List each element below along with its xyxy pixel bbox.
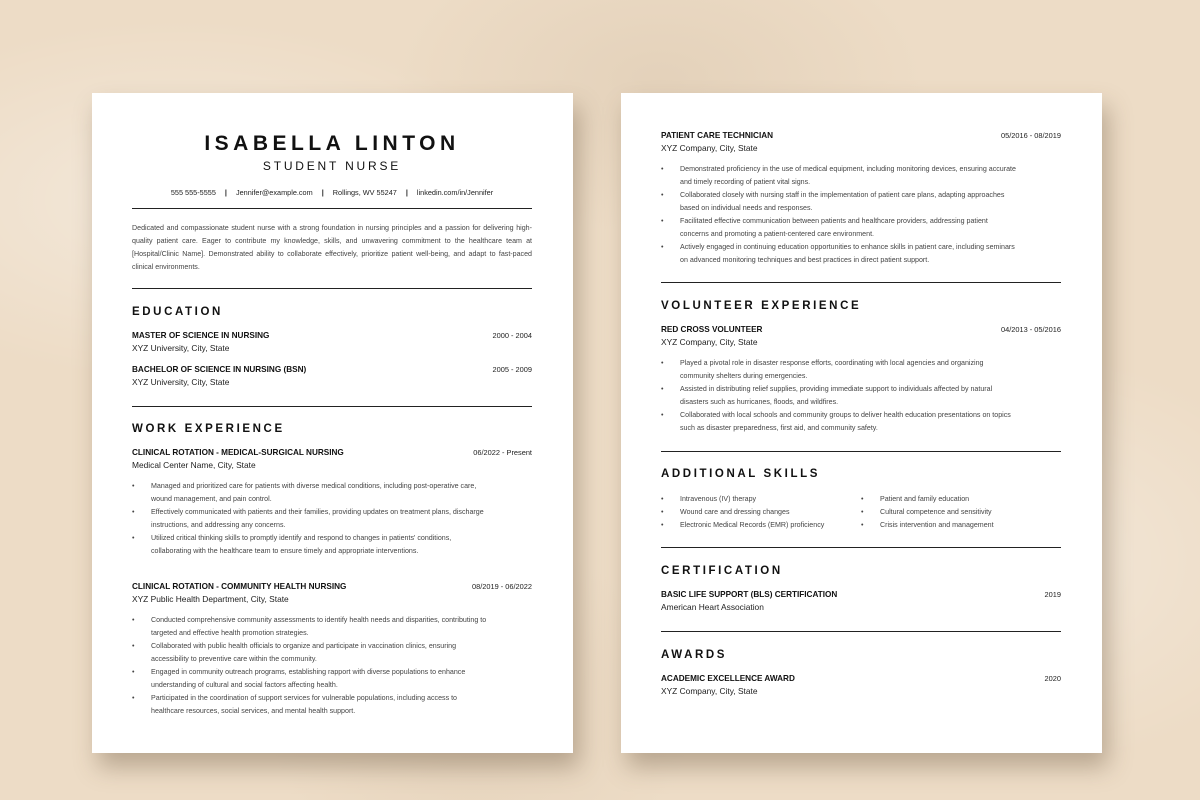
certification-name: BASIC LIFE SUPPORT (BLS) CERTIFICATION — [661, 589, 838, 599]
resume-page-left — [92, 93, 573, 753]
skill-item: • Electronic Medical Records (EMR) proficiency — [661, 519, 861, 532]
header — [132, 133, 532, 197]
bullet-line: community shelters during emergencies. — [680, 371, 808, 380]
summary-text: Dedicated and compassionate student nurse with a strong foundation in nursing principles and a passion for delivering high-quality patient care. Eager to contribute my knowledge, skills, and unwavering commitment to the healthcare team at [Hospital/Clinic Name]. Demonstrated ability to collaborate effectively, prioritize patient well-being, and adapt to fast-paced clinical environments. — [132, 224, 532, 271]
job-place: XYZ Company, City, State — [661, 143, 758, 153]
award-year: 2020 — [1044, 673, 1061, 683]
awards-section — [661, 650, 1061, 696]
contact-email: Jennifer@example.com — [235, 188, 313, 197]
bullet-line: • Facilitated effective communication between patients and healthcare providers, addressing patient — [661, 215, 1061, 228]
education-section — [132, 307, 532, 387]
skill-item: • Cultural competence and sensitivity — [861, 506, 1061, 519]
work-section — [132, 424, 532, 718]
bullet-line: • Conducted comprehensive community assessments to identify health needs and disparities, contributing to — [132, 614, 532, 627]
bullet-line: • Collaborated with local schools and community groups to deliver health education presentations on topics — [661, 409, 1061, 422]
contact-line — [132, 188, 532, 197]
job-bullets — [661, 163, 1061, 267]
job-title: CLINICAL ROTATION - MEDICAL-SURGICAL NURSING — [132, 447, 344, 457]
divider — [661, 451, 1061, 452]
bullet-line: concerns and promoting a patient-centered care environment. — [680, 230, 875, 238]
job-bullets — [132, 480, 532, 558]
work-title: WORK EXPERIENCE — [132, 423, 285, 435]
bullet-line: such as disaster preparedness, first aid, and community safety. — [680, 423, 878, 432]
degree-title: MASTER OF SCIENCE IN NURSING — [132, 330, 270, 340]
divider — [661, 631, 1061, 632]
volunteer-title: VOLUNTEER EXPERIENCE — [661, 300, 862, 312]
divider — [132, 288, 532, 289]
contact-location: Rollings, WV 55247 — [332, 188, 397, 197]
job-title: CLINICAL ROTATION - COMMUNITY HEALTH NURSING — [132, 581, 347, 591]
contact-phone: 555 555-5555 — [170, 188, 216, 197]
skills-title: ADDITIONAL SKILLS — [661, 468, 820, 480]
bullet-line: • Assisted in distributing relief supplies, providing immediate support to individuals affected by natural — [661, 383, 1061, 396]
certification-section — [661, 566, 1061, 612]
degree-years: 2000 - 2004 — [492, 330, 532, 340]
bullet-line: collaborating with the healthcare team to ensure timely and appropriate interventions. — [151, 546, 419, 555]
bullet-line: • Actively engaged in continuing education opportunities to enhance skills in patient care, including seminars — [661, 241, 1061, 254]
bullet-line: • Utilized critical thinking skills to promptly identify and respond to changes in patients' conditions, — [132, 532, 532, 545]
job-title: PATIENT CARE TECHNICIAN — [661, 131, 774, 140]
bullet-line: instructions, and addressing any concerns. — [151, 520, 286, 529]
awards-title: AWARDS — [661, 649, 728, 661]
certification-year: 2019 — [1044, 589, 1061, 599]
bullet-line: • Effectively communicated with patients and their families, providing updates on treatment plans, discharge — [132, 506, 532, 519]
bullet-line: wound management, and pain control. — [151, 494, 272, 503]
divider — [132, 406, 532, 407]
summary-block — [132, 222, 532, 274]
separator: | — [224, 188, 227, 197]
degree-years: 2005 - 2009 — [492, 364, 532, 374]
volunteer-place: XYZ Company, City, State — [661, 336, 758, 347]
certification-title: CERTIFICATION — [661, 565, 783, 577]
job-place: Medical Center Name, City, State — [132, 459, 256, 470]
bullet-line: targeted and effective health promotion strategies. — [151, 628, 309, 637]
volunteer-dates: 04/2013 - 05/2016 — [1001, 324, 1061, 334]
school-name: XYZ University, City, State — [132, 376, 230, 387]
bullet-line: accessibility to preventive care within the community. — [151, 654, 317, 663]
job-entry — [132, 448, 532, 558]
volunteer-section — [661, 301, 1061, 435]
divider — [661, 547, 1061, 548]
bullet-line: • Engaged in community outreach programs, establishing rapport with diverse populations to enhance — [132, 666, 532, 679]
bullet-line: • Collaborated with public health officials to organize and participate in vaccination clinics, ensuring — [132, 640, 532, 653]
job-dates: 08/2019 - 06/2022 — [472, 581, 532, 591]
certification-org: American Heart Association — [661, 601, 764, 612]
education-title: EDUCATION — [132, 306, 223, 318]
divider — [132, 208, 532, 209]
resume-page-right — [621, 93, 1102, 753]
bullet-line: and timely recording of patient vital signs. — [680, 178, 811, 186]
job-bullets — [132, 614, 532, 718]
bullet-line: disasters such as hurricanes, floods, and wildfires. — [680, 397, 839, 406]
school-name: XYZ University, City, State — [132, 342, 230, 353]
award-org: XYZ Company, City, State — [661, 685, 758, 696]
skills-columns — [661, 493, 1061, 532]
job-entry — [132, 582, 532, 718]
bullet-line: based on individual needs and responses. — [680, 204, 813, 212]
bullet-line: • Collaborated closely with nursing staff in the implementation of patient care plans, adapting approaches — [661, 189, 1061, 202]
skills-column — [661, 493, 861, 532]
skill-item: • Wound care and dressing changes — [661, 506, 861, 519]
bullet-line: • Managed and prioritized care for patients with diverse medical conditions, including post-operative care, — [132, 480, 532, 493]
skill-item: • Intravenous (IV) therapy — [661, 493, 861, 506]
separator: | — [321, 188, 324, 197]
bullet-line: • Demonstrated proficiency in the use of medical equipment, including monitoring devices, ensuring accurate — [661, 163, 1061, 176]
job-dates: 05/2016 - 08/2019 — [1001, 131, 1061, 140]
education-item — [132, 331, 532, 353]
skill-item: • Patient and family education — [861, 493, 1061, 506]
job-dates: 06/2022 - Present — [473, 447, 532, 457]
skill-item: • Crisis intervention and management — [861, 519, 1061, 532]
award-name: ACADEMIC EXCELLENCE AWARD — [661, 673, 795, 683]
volunteer-role: RED CROSS VOLUNTEER — [661, 324, 763, 334]
divider — [661, 282, 1061, 283]
skills-column — [861, 493, 1061, 532]
degree-title: BACHELOR OF SCIENCE IN NURSING (BSN) — [132, 364, 307, 374]
volunteer-bullets — [661, 357, 1061, 435]
education-item — [132, 365, 532, 387]
candidate-role: STUDENT NURSE — [262, 159, 402, 173]
job-place: XYZ Public Health Department, City, State — [132, 593, 289, 604]
bullet-line: on advanced monitoring techniques and best practices in direct patient support. — [680, 256, 930, 264]
job-entry — [661, 131, 1061, 267]
candidate-name: ISABELLA LINTON — [204, 132, 460, 155]
bullet-line: understanding of cultural and social factors affecting health. — [151, 680, 338, 689]
bullet-line: healthcare resources, social services, and mental health support. — [151, 706, 356, 715]
separator: | — [405, 188, 408, 197]
bullet-line: • Played a pivotal role in disaster response efforts, coordinating with local agencies and organizing — [661, 357, 1061, 370]
skills-section — [661, 469, 1061, 532]
contact-linkedin: linkedin.com/in/Jennifer — [416, 188, 494, 197]
bullet-line: • Participated in the coordination of support services for vulnerable populations, including access to — [132, 692, 532, 705]
